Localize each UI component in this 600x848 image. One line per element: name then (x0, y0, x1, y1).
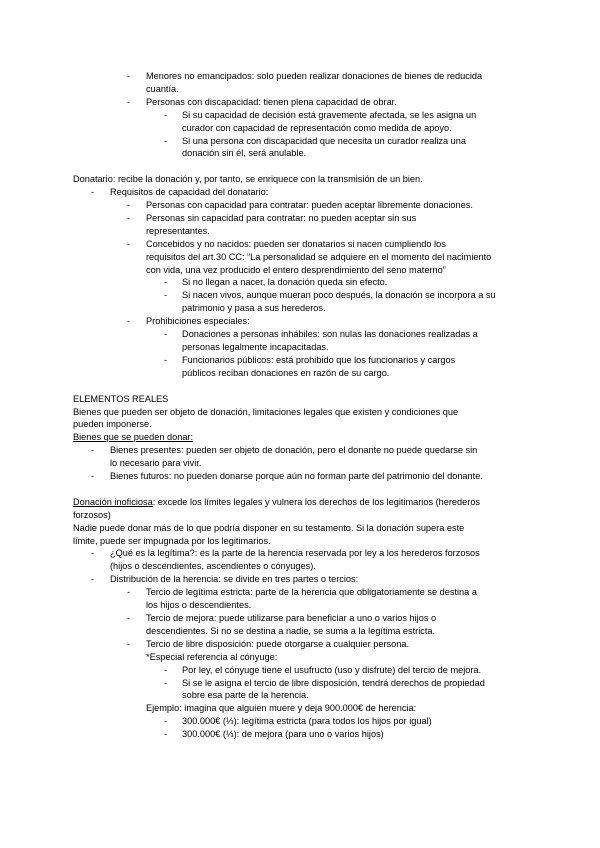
list-item: - Funcionarios públicos: está prohibido que los funcionarios y cargos (164, 354, 456, 365)
list-item: - ¿Qué es la legítima?: es la parte de la herencia reservada por ley a los herederos forzosos (91, 548, 480, 559)
paragraph: Bienes que pueden ser objeto de donación, limitaciones legales que existen y condiciones que (73, 406, 459, 417)
paragraph: Nadie puede donar más de lo que podría disponer en su testamento. Si la donación supera este (73, 522, 465, 533)
list-item: - Personas sin capacidad para contratar: no pueden aceptar sin sus (127, 212, 417, 223)
list-item: - Si no llegan a nacer, la donación queda sin efecto. (164, 277, 388, 288)
section-heading: ELEMENTOS REALES (73, 393, 169, 404)
list-item: - Menores no emancipados: solo pueden realizar donaciones de bienes de reducida (127, 71, 483, 81)
list-item: - Prohibiciones especiales: (127, 316, 250, 327)
list-item: - Si su capacidad de decisión está gravemente afectada, se les asigna un (164, 109, 477, 120)
list-item: - Personas con discapacidad: tienen plena capacidad de obrar. (127, 96, 397, 107)
document-page: - Menores no emancipados: solo pueden realizar donaciones de bienes de reducida cuantía. - Personas con discapacidad: tienen plena capacidad de obrar. - Si su capacidad de decisión está gravemente afectada, se les asigna un curador con capacidad de representación como medida de apoyo. - Si una persona con discapacidad que necesita un curador realiza una donación sin él, será anulable. Donatario: recibe la donación y, por tanto, se enriquece con la transmisión de un bien. - Requisitos de capacidad del donatario: - Personas con capacidad para contratar: pueden aceptar libremente donaciones. - Personas sin capacidad para contratar: no pueden aceptar sin sus representantes. - Concebidos y no nacidos: pueden ser donatarios si nacen cumpliendo los requisitos del art.30 CC: “La personalidad se adquiere en el momento del nacimiento con vida, una vez producido el entero desprendimiento del seno materno” - Si no llegan a nacer, la donación queda sin efecto. - Si nacen vivos, aunque mueran poco después, la donación se incorpora a su patrimonio y pasa a sus herederos. - Prohibiciones especiales: - Donaciones a personas inhábiles: son nulas las donaciones realizadas a personas legalmente incapacitadas. - Funcionarios públicos: está prohibido que los funcionarios y cargos públicos reciban donaciones en razón de su cargo. ELEMENTOS REALES Bienes que pueden ser objeto de donación, limitaciones legales que existen y condiciones que pueden imponerse. Bienes que se pueden donar: - Bienes presentes: pueden ser objeto de donación, pero el donante no puede quedarse sin lo necesario para vivir. - Bienes futuros: no pueden donarse porque aún no forman parte del patrimonio del donante. Donación inoficiosa: excede los límites legales y vulnera los derechos de los legitimarios (herederos forzosos) Nadie puede donar más de lo que podría disponer en su testamento. Si la donación supera este límite, puede ser impugnada por los legitimarios. - ¿Qué es la legítima?: es la parte de la herencia reservada por ley a los herederos forzosos (hijos o descendientes, ascendientes o cónyuges). - Distribución de la herencia: se divide en tres partes o tercios: - Tercio de legítima estricta: parte de la herencia que obligatoriamente se destina a los hijos o descendientes. - Tercio de mejora: puede utilizarse para beneficiar a uno o varios hijos o descendientes. Si no se destina a nadie, se suma a la legítima estricta. - Tercio de libre disposición: puede otorgarse a cualquier persona. *Especial referencia al cónyuge: - Por ley, el cónyuge tiene el usufructo (uso y disfrute) del tercio de mejora. - Si se le asigna el tercio de libre disposición, tendrá derechos de propiedad sobre esa parte de la herencia. Ejemplo: imagina que alguien muere y deja 900.000€ de herencia: - 300.000€ (⅓): legítima estricta (para todos los hijos por igual) - 300.000€ (⅓): de mejora (para uno o varios hijos) (0, 70, 600, 741)
list-item: - Personas con capacidad para contratar: pueden aceptar libremente donaciones. (127, 200, 473, 211)
list-item: - Tercio de legítima estricta: parte de la herencia que obligatoriamente se destina a (127, 587, 477, 598)
list-item: - Tercio de libre disposición: puede otorgarse a cualquier persona. (127, 638, 410, 649)
list-item: - Si se le asigna el tercio de libre disposición, tendrá derechos de propiedad (164, 677, 485, 688)
list-item: - Por ley, el cónyuge tiene el usufructo (uso y disfrute) del tercio de mejora. (164, 664, 482, 675)
list-item: - Bienes presentes: pueden ser objeto de donación, pero el donante no puede quedarse sin (91, 445, 478, 456)
list-item: - Bienes futuros: no pueden donarse porque aún no forman parte del patrimonio del donante. (91, 471, 483, 482)
list-item: - Si nacen vivos, aunque mueran poco después, la donación se incorpora a su (164, 290, 496, 301)
term: Donación inoficiosa (73, 496, 153, 507)
list-item: - 300.000€ (⅓): de mejora (para uno o varios hijos) (164, 729, 384, 740)
list-item: - 300.000€ (⅓): legítima estricta (para todos los hijos por igual) (164, 716, 432, 727)
subheading: Bienes que se pueden donar: (73, 432, 194, 443)
list-item: - Distribución de la herencia: se divide en tres partes o tercios: (91, 574, 359, 585)
paragraph: Donatario: recibe la donación y, por tanto, se enriquece con la transmisión de un bien. (73, 174, 423, 185)
list-item: - Requisitos de capacidad del donatario: (91, 187, 269, 198)
note: *Especial referencia al cónyuge: (146, 651, 278, 662)
list-item: - Si una persona con discapacidad que necesita un curador realiza una (164, 135, 466, 146)
list-item: - Donaciones a personas inhábiles: son nulas las donaciones realizadas a (164, 329, 478, 340)
paragraph: Donación inoficiosa: excede los límites legales y vulnera los derechos de los legitimarios (herederos (73, 496, 481, 507)
example: Ejemplo: imagina que alguien muere y deja 900.000€ de herencia: (146, 703, 417, 714)
list-item: - Tercio de mejora: puede utilizarse para beneficiar a uno o varios hijos o (127, 613, 437, 624)
list-item: - Concebidos y no nacidos: pueden ser donatarios si nacen cumpliendo los (127, 238, 446, 249)
